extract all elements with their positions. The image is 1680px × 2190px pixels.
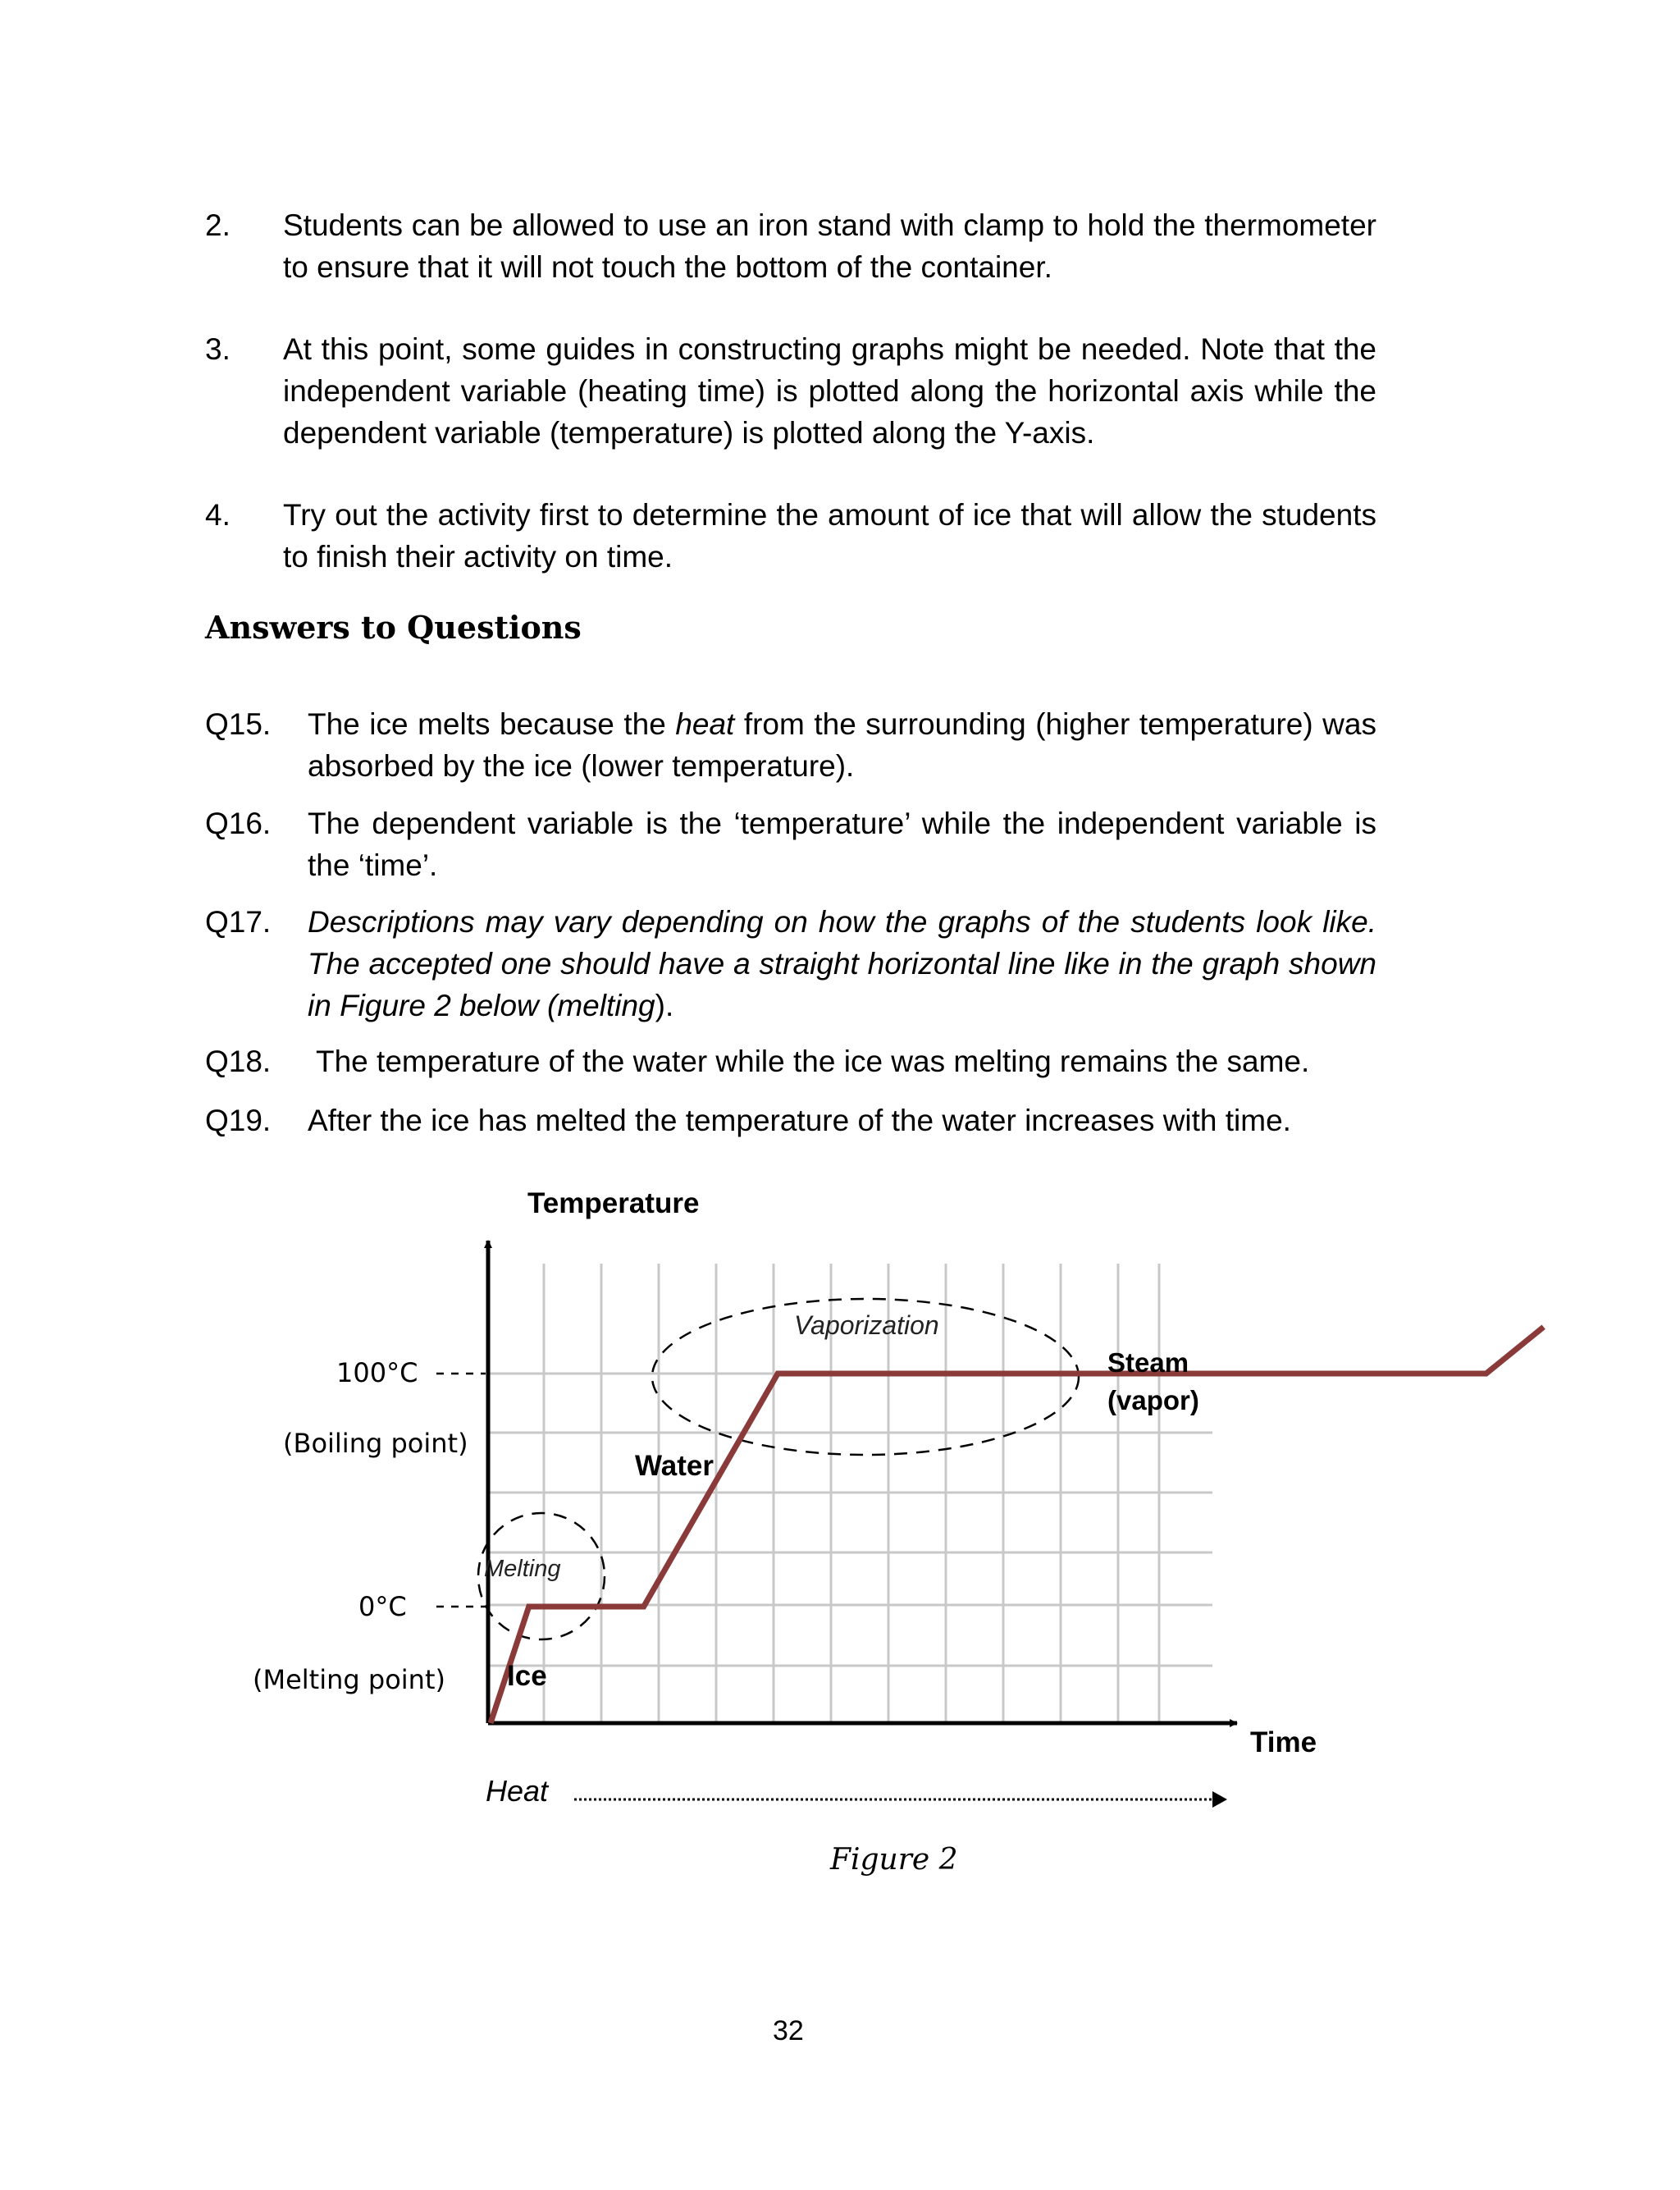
tick-label-100: 100°C (336, 1357, 418, 1388)
note-text: Students can be allowed to use an iron stand with clamp to hold the thermometer to ensure that it will not touch the bottom of the container. (283, 208, 1376, 284)
question-number: Q16. (205, 807, 272, 840)
question-number: Q19. (205, 1104, 272, 1137)
answer-text: The ice melts because the heat from the surrounding (higher temperature) was absorbed by the ice (lower temperature). (308, 707, 1376, 783)
answer-text: The temperature of the water while the ice was melting remains the same. (316, 1045, 1310, 1078)
heat-arrow-head (1212, 1791, 1227, 1808)
emphasis: heat (675, 707, 735, 741)
x-axis-label: Time (1250, 1726, 1317, 1758)
phase-label-vaporization: Vaporization (794, 1310, 939, 1340)
note-number: 2. (205, 208, 231, 242)
region-label-vapor: (vapor) (1107, 1385, 1199, 1415)
question-number: Q18. (205, 1045, 272, 1078)
region-label-water: Water (635, 1450, 714, 1482)
question-number: Q15. (205, 707, 272, 741)
tick-note-boiling: (Boiling point) (283, 1428, 468, 1459)
note-number: 4. (205, 498, 231, 532)
answer-text: The dependent variable is the ‘temperature’ while the independent variable is the ‘time’. (308, 807, 1376, 882)
note-number: 3. (205, 332, 231, 366)
question-number: Q17. (205, 905, 272, 939)
region-label-ice: Ice (507, 1660, 547, 1692)
tick-note-melting: (Melting point) (253, 1664, 445, 1695)
answer-text: After the ice has melted the temperature of the water increases with time. (308, 1104, 1291, 1137)
region-label-steam: Steam (1107, 1347, 1189, 1378)
note-text: Try out the activity first to determine the amount of ice that will allow the students to finish their activity on time. (283, 498, 1376, 574)
figure-caption: Figure 2 (830, 1843, 958, 1877)
tick-label-0: 0°C (358, 1591, 407, 1622)
heating-curve-line (491, 1327, 1544, 1723)
phase-label-melting: Melting (484, 1556, 561, 1582)
y-axis-label: Temperature (527, 1187, 700, 1219)
answer-text: Descriptions may vary depending on how the graphs of the students look like. The accepted one should have a straight horizontal line like in the graph shown in Figure 2 below (melting). (308, 905, 1376, 1022)
answers-heading: Answers to Questions (205, 609, 582, 646)
page-number: 32 (773, 2015, 804, 2046)
note-text: At this point, some guides in constructing graphs might be needed. Note that the independent variable (heating time) is plotted along the horizontal axis while the dependent variable (temperature) is plotted along the Y-axis. (283, 332, 1376, 450)
heat-label: Heat (486, 1774, 549, 1808)
